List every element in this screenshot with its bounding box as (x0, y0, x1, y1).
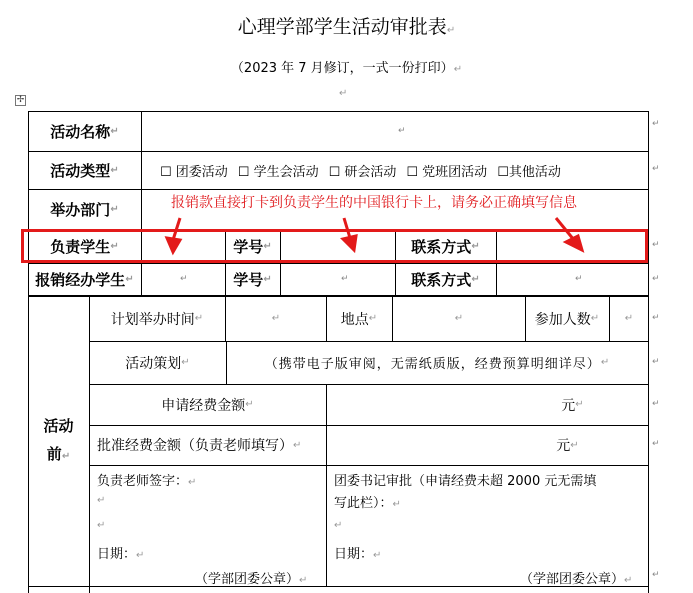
form-title: 心理学部学生活动审批表↵ (237, 16, 456, 38)
requested-amount-field[interactable]: 元 ↵ (561, 397, 584, 414)
table-move-handle-icon[interactable]: ✢ (16, 95, 25, 105)
secretary-approval-cell[interactable]: 团委书记审批（申请经费未超 2000 元无需填 写此栏）：↵ ↵ 日期：↵ （学部团委公章）↵ (334, 474, 633, 587)
student-id-label-2: 学号 ↵ (233, 271, 272, 289)
checkbox-student-union[interactable]: ☐ 学生会活动 (237, 164, 319, 180)
participants-field[interactable]: ↵ (624, 313, 634, 324)
activity-type-label: 活动类型 ↵ (50, 161, 119, 180)
contact-label-2: 联系方式 ↵ (411, 271, 480, 289)
plan-label: 活动策划 ↵ (125, 355, 190, 372)
checkbox-party-class[interactable]: ☐ 党班团活动 (406, 164, 488, 180)
arrow-icon (167, 218, 582, 252)
planned-time-field[interactable]: ↵ (271, 313, 281, 324)
location-field[interactable]: ↵ (454, 313, 464, 324)
teacher-signature-cell[interactable]: 负责老师签字：↵ ↵ ↵ 日期：↵ （学部团委公章）↵ (97, 474, 308, 587)
activity-name-field[interactable]: ↵ (398, 126, 406, 136)
planned-time-label: 计划举办时间 ↵ (110, 311, 204, 328)
checkbox-youth-league[interactable]: ☐ 团委活动 (160, 164, 228, 180)
form-subtitle: （2023 年 7 月修订，一式一份打印）↵ (230, 61, 463, 76)
participants-label: 参加人数 ↵ (534, 311, 600, 328)
responsible-student-label: 负责学生 ↵ (50, 237, 119, 256)
reimburse-handler-field[interactable]: ↵ (180, 274, 188, 284)
approved-amount-label: 批准经费金额（负责老师填写） ↵ (97, 438, 302, 454)
reimburse-handler-label: 报销经办学生 ↵ (35, 271, 134, 289)
activity-name-label: 活动名称 ↵ (50, 122, 119, 141)
requested-amount-label: 申请经费金额 ↵ (161, 397, 254, 414)
seal-label-2: （学部团委公章）↵ (520, 572, 633, 587)
student-id-label: 学号 ↵ (233, 237, 272, 256)
student-id-field-2[interactable]: ↵ (341, 274, 349, 284)
location-label: 地点 ↵ (340, 311, 378, 328)
plan-note: （携带电子版审阅，无需纸质版，经费预算明细详尽） ↵ (264, 357, 611, 372)
approved-amount-field[interactable]: 元 ↵ (556, 438, 579, 454)
seal-label: （学部团委公章）↵ (195, 572, 308, 587)
paragraph-mark: ↵ (339, 88, 348, 99)
reimbursement-note: 报销款直接打卡到负责学生的中国银行卡上，请务必正确填写信息 (171, 195, 577, 211)
organizer-label: 举办部门 ↵ (50, 201, 119, 219)
before-activity-label: 活动 前↵ (43, 416, 74, 463)
checkbox-other[interactable]: ☐其他活动 (497, 164, 561, 180)
contact-label: 联系方式 ↵ (411, 237, 480, 256)
contact-field-2[interactable]: ↵ (575, 274, 583, 284)
checkbox-graduate-union[interactable]: ☐ 研会活动 (328, 164, 397, 180)
